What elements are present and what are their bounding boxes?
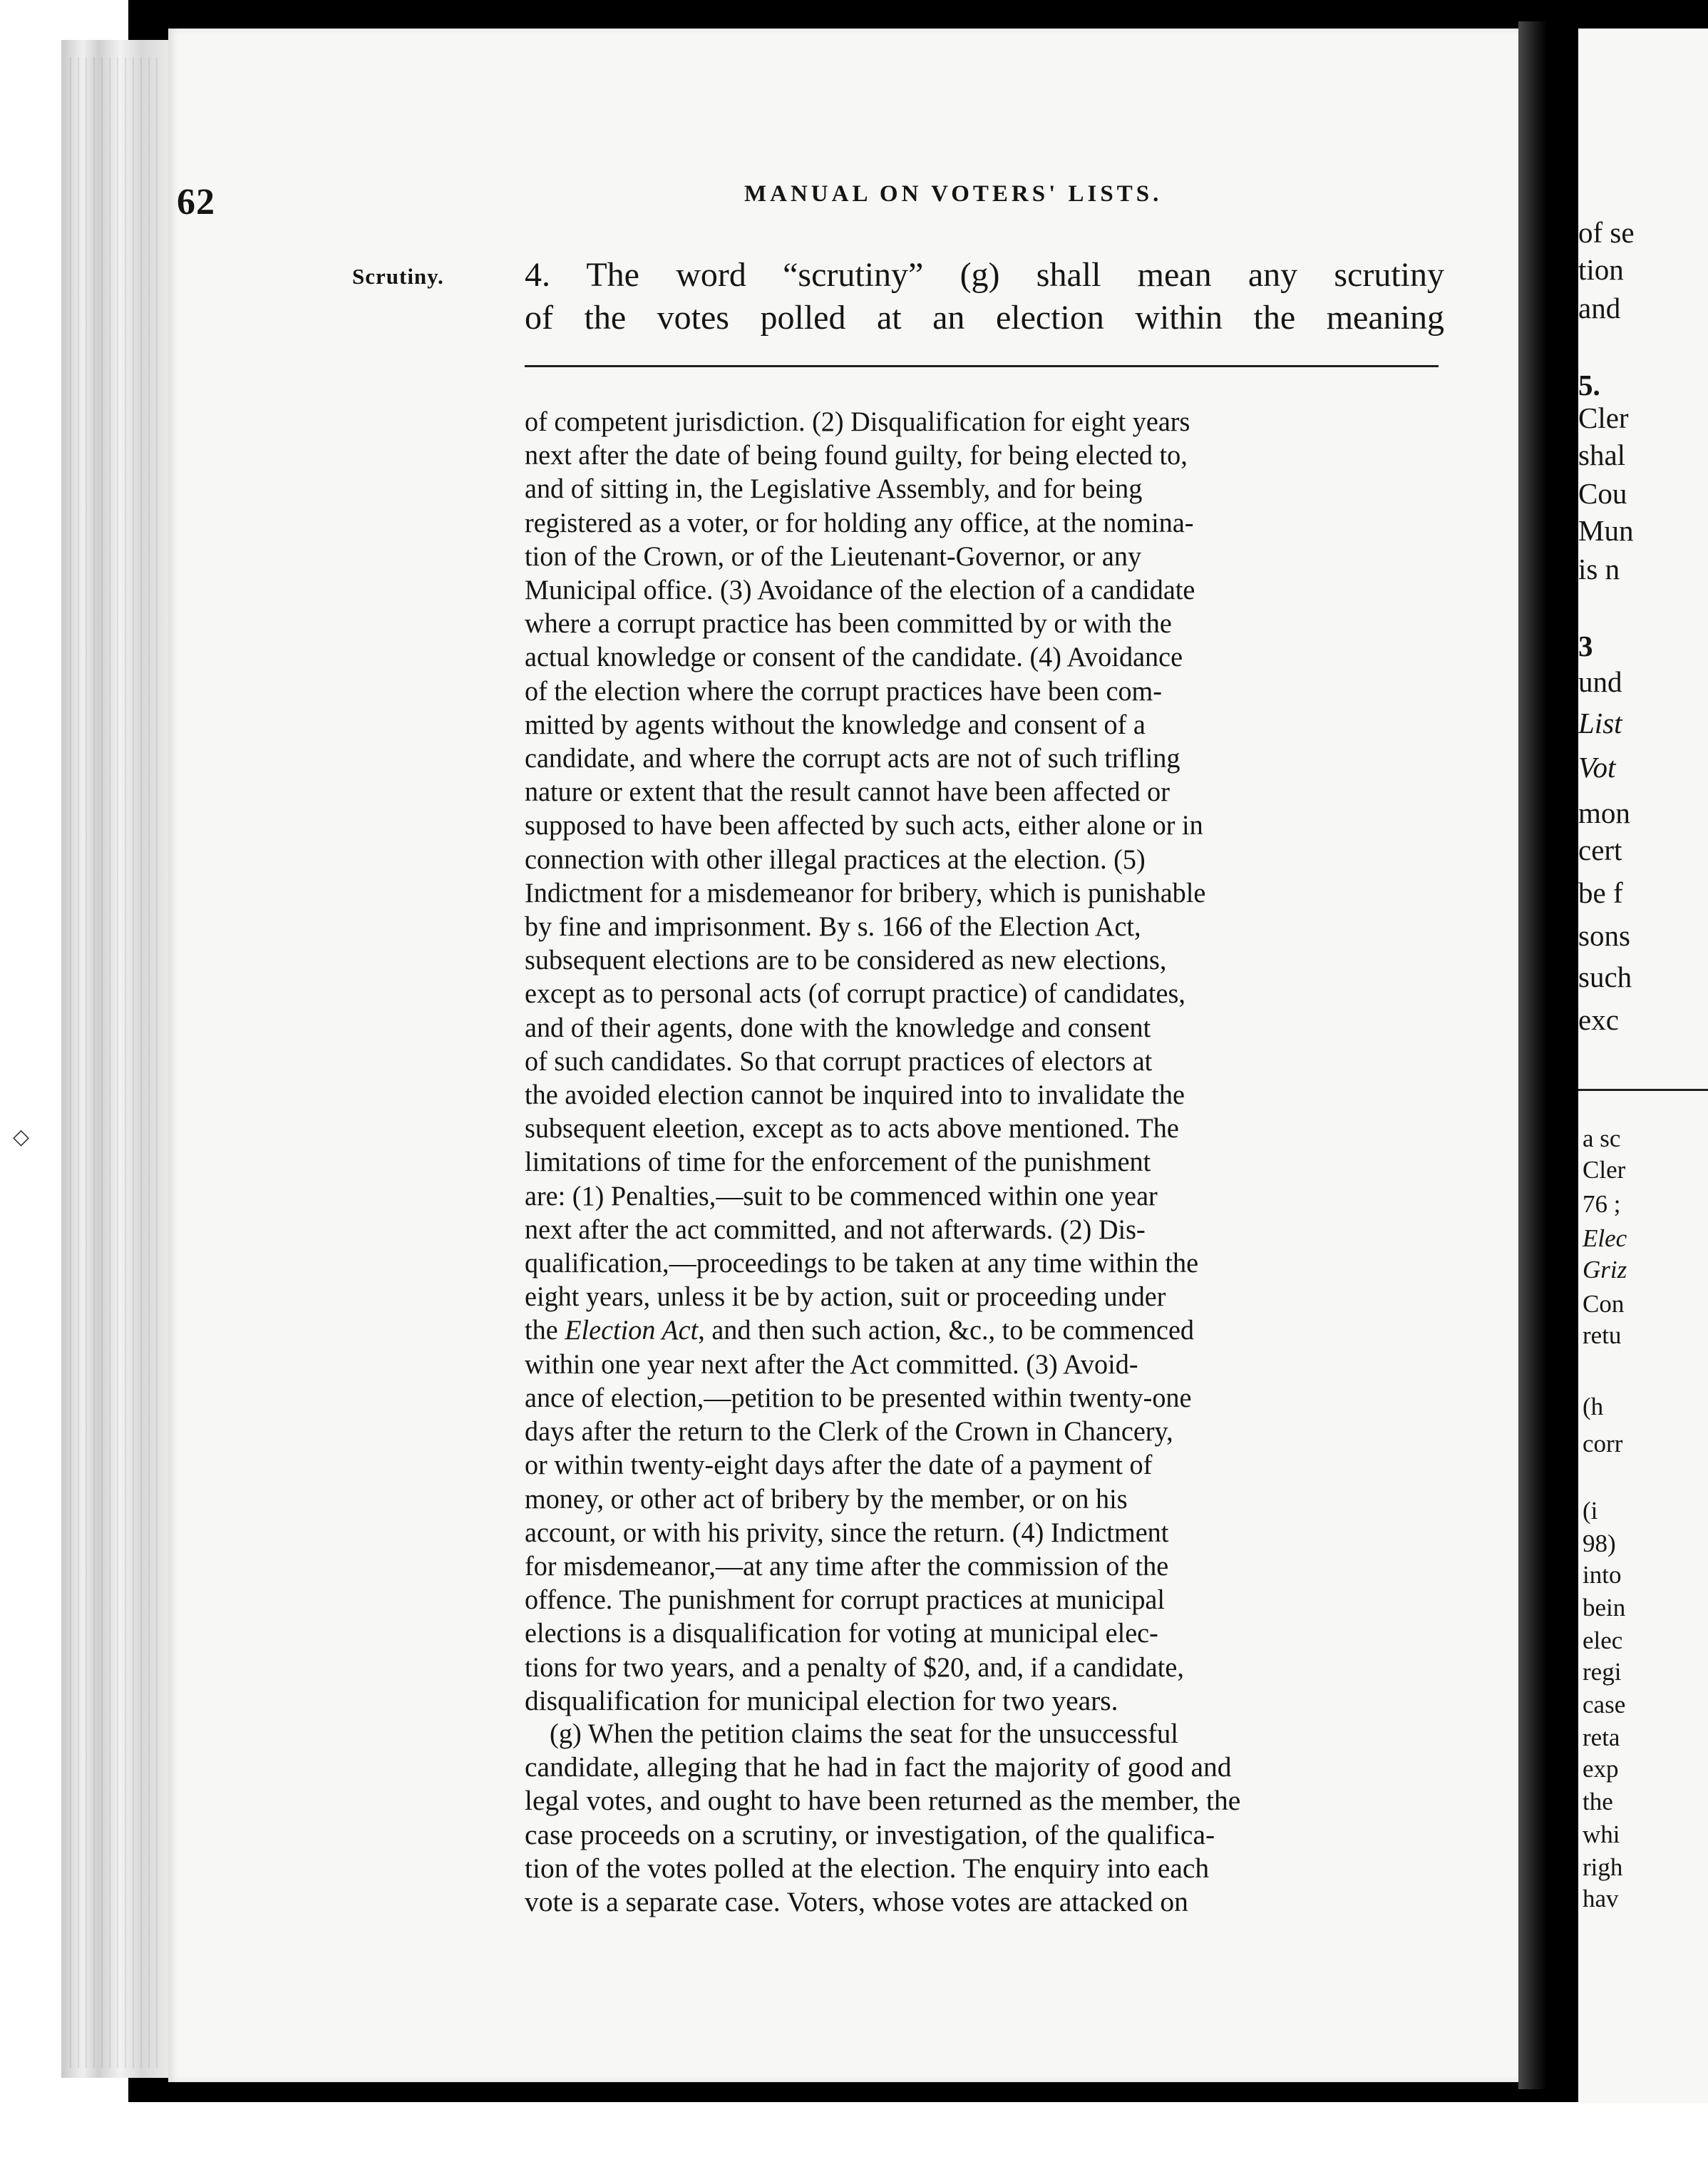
facing-page-line: 3 <box>1578 630 1593 662</box>
footnote-line: within one year next after the Act committed. (3) Avoid- <box>525 1348 1138 1380</box>
facing-page-note-line: 98) <box>1583 1530 1616 1557</box>
act-title-italic: Election Act <box>565 1314 699 1346</box>
footnote-line: elections is a disqualification for voting at municipal elec- <box>525 1617 1158 1649</box>
facing-page-line: shal <box>1578 439 1626 471</box>
facing-page-note-line: 76 ; <box>1583 1190 1621 1218</box>
footnote-continued <box>525 405 1474 1718</box>
footnote-line: tions for two years, and a penalty of $20, and, if a candidate, <box>525 1651 1184 1683</box>
footnote-line: tion of the Crown, or of the Lieutenant-Governor, or any <box>525 540 1142 572</box>
facing-page-line: und <box>1578 665 1622 698</box>
footnote-line: money, or other act of bribery by the member, or on his <box>525 1482 1128 1515</box>
footnote-line: legal votes, and ought to have been returned as the member, the <box>525 1785 1241 1817</box>
facing-page-line: be f <box>1578 876 1623 909</box>
footnote-line: of competent jurisdiction. (2) Disqualification for eight years <box>525 406 1190 437</box>
footnote-line: limitations of time for the enforcement of the punishment <box>525 1146 1151 1178</box>
facing-page-line: of se <box>1578 216 1635 249</box>
footnote-line: vote is a separate case. Voters, whose votes are attacked on <box>525 1886 1188 1918</box>
footnote-line: are: (1) Penalties,—suit to be commenced within one year <box>525 1179 1158 1211</box>
facing-footnote-rule <box>1578 1089 1708 1091</box>
facing-page-line: exc <box>1578 1003 1619 1036</box>
facing-page-line: is n <box>1578 553 1620 585</box>
section-line: of the votes polled at an election within the meaning <box>525 299 1444 337</box>
facing-page-line: List <box>1578 707 1622 739</box>
footnote-line: of such candidates. So that corrupt practices of electors at <box>525 1045 1153 1077</box>
footnote-line: registered as a voter, or for holding any office, at the nomina- <box>525 506 1194 538</box>
facing-page-line: Mun <box>1578 514 1634 547</box>
footnote-line: the Election Act, and then such action, &c., to be commenced <box>525 1314 1195 1346</box>
footnote-line: supposed to have been affected by such acts, either alone or in <box>525 809 1203 841</box>
facing-page-note-line: elec <box>1583 1626 1623 1654</box>
footnote-line: account, or with his privity, since the return. (4) Indictment <box>525 1516 1169 1548</box>
footnote-line: subsequent eleetion, except as to acts above mentioned. The <box>525 1112 1179 1144</box>
footnote-g <box>525 1717 1474 1919</box>
footnote-line: except as to personal acts (of corrupt practice) of candidates, <box>525 978 1185 1010</box>
footnote-line: nature or extent that the result cannot have been affected or <box>525 776 1170 808</box>
footnote-line: where a corrupt practice has been committed by or with the <box>525 608 1172 640</box>
facing-page-line: Vot <box>1578 751 1616 784</box>
facing-page-note-line: righ <box>1583 1853 1623 1881</box>
footnote-line: case proceeds on a scrutiny, or investigation, of the qualifica- <box>525 1818 1215 1850</box>
facing-page-note-line: into <box>1583 1561 1622 1589</box>
facing-page-note-line: Con <box>1583 1290 1625 1318</box>
footnote-line: qualification,—proceedings to be taken at any time within the <box>525 1247 1199 1279</box>
footnote-line: Municipal office. (3) Avoidance of the election of a candidate <box>525 574 1195 606</box>
footnote-line: ance of election,—petition to be presented within twenty-one <box>525 1381 1192 1413</box>
facing-page <box>1578 29 1708 2104</box>
facing-page-note-line: corr <box>1583 1430 1623 1457</box>
footnote-line: tion of the votes polled at the election. The enquiry into each <box>525 1852 1210 1884</box>
footnote-line: or within twenty-eight days after the date of a payment of <box>525 1449 1153 1481</box>
facing-page-line: Cler <box>1578 401 1629 434</box>
footnote-line: candidate, and where the corrupt acts are not of such trifling <box>525 742 1180 774</box>
page-number: 62 <box>177 182 215 222</box>
facing-page-note-line: the <box>1583 1788 1613 1815</box>
facing-page-note-line: Cler <box>1583 1156 1626 1184</box>
facing-page-note-line: (h <box>1583 1393 1604 1420</box>
facing-page-note-line: regi <box>1583 1658 1622 1686</box>
facing-page-line: Cou <box>1578 477 1627 510</box>
facing-page-line: 5. <box>1578 369 1600 401</box>
facing-page-line: tion <box>1578 253 1624 286</box>
facing-page-note-line: (i <box>1583 1497 1598 1525</box>
footnote-line: eight years, unless it be by action, suit or proceeding under <box>525 1281 1166 1313</box>
facing-page-note-line: case <box>1583 1691 1626 1718</box>
facing-page-line: and <box>1578 292 1621 324</box>
footnote-line: and of their agents, done with the knowledge and consent <box>525 1011 1151 1043</box>
facing-page-note-line: hav <box>1583 1885 1619 1912</box>
footnote-line: actual knowledge or consent of the candidate. (4) Avoidance <box>525 641 1183 673</box>
facing-page-line: mon <box>1578 796 1630 829</box>
facing-page-note-line: whi <box>1583 1820 1620 1848</box>
footnote-line: of the election where the corrupt practices have been com- <box>525 675 1162 707</box>
section-4-text <box>525 254 1444 339</box>
footnote-line: connection with other illegal practices at the election. (5) <box>525 843 1146 875</box>
footnote-line: days after the return to the Clerk of the Crown in Chancery, <box>525 1415 1173 1448</box>
facing-page-note-line: a sc <box>1583 1124 1621 1152</box>
facing-page-line: sons <box>1578 919 1630 952</box>
footnote-line: Indictment for a misdemeanor for bribery, which is punishable <box>525 876 1206 908</box>
book-page-edge-lines <box>70 57 160 2068</box>
book-gutter <box>1518 21 1547 2089</box>
footnote-line: next after the act committed, and not afterwards. (2) Dis- <box>525 1213 1146 1245</box>
footnote-line: the avoided election cannot be inquired into to invalidate the <box>525 1079 1185 1111</box>
footnote-line: subsequent elections are to be considered as new elections, <box>525 944 1167 976</box>
facing-page-line: such <box>1578 960 1632 993</box>
footnote-line: mitted by agents without the knowledge and consent of a <box>525 708 1146 740</box>
footnote-line: candidate, alleging that he had in fact the majority of good and <box>525 1751 1232 1783</box>
footnote-rule <box>525 365 1439 367</box>
section-line: 4. The word “scrutiny” (g) shall mean any scrutiny <box>525 256 1444 294</box>
footnote-line: next after the date of being found guilty, for being elected to, <box>525 439 1188 471</box>
facing-page-note-line: reta <box>1583 1723 1620 1751</box>
running-title: MANUAL ON VOTERS' LISTS. <box>744 181 1163 207</box>
footnote-line: for misdemeanor,—at any time after the commission of the <box>525 1549 1169 1582</box>
facing-page-line: cert <box>1578 834 1622 866</box>
facing-page-note-line: Griz <box>1583 1256 1627 1284</box>
scan-artifact-icon: ◇ <box>13 1125 30 1149</box>
footnote-line: disqualification for municipal election for two years. <box>525 1684 1118 1716</box>
facing-page-note-line: Elec <box>1583 1224 1627 1252</box>
footnote-line: (g) When the petition claims the seat for the unsuccessful <box>550 1718 1178 1749</box>
facing-page-note-line: exp <box>1583 1755 1619 1783</box>
footnote-line: and of sitting in, the Legislative Assembly, and for being <box>525 473 1143 505</box>
margin-note-scrutiny: Scrutiny. <box>352 264 444 289</box>
facing-page-note-line: retu <box>1583 1321 1622 1349</box>
facing-page-note-line: bein <box>1583 1594 1626 1622</box>
footnote-line: offence. The punishment for corrupt practices at municipal <box>525 1584 1165 1616</box>
scan-margin-bottom <box>0 2102 1708 2162</box>
footnote-line: by fine and imprisonment. By s. 166 of the Election Act, <box>525 911 1141 943</box>
